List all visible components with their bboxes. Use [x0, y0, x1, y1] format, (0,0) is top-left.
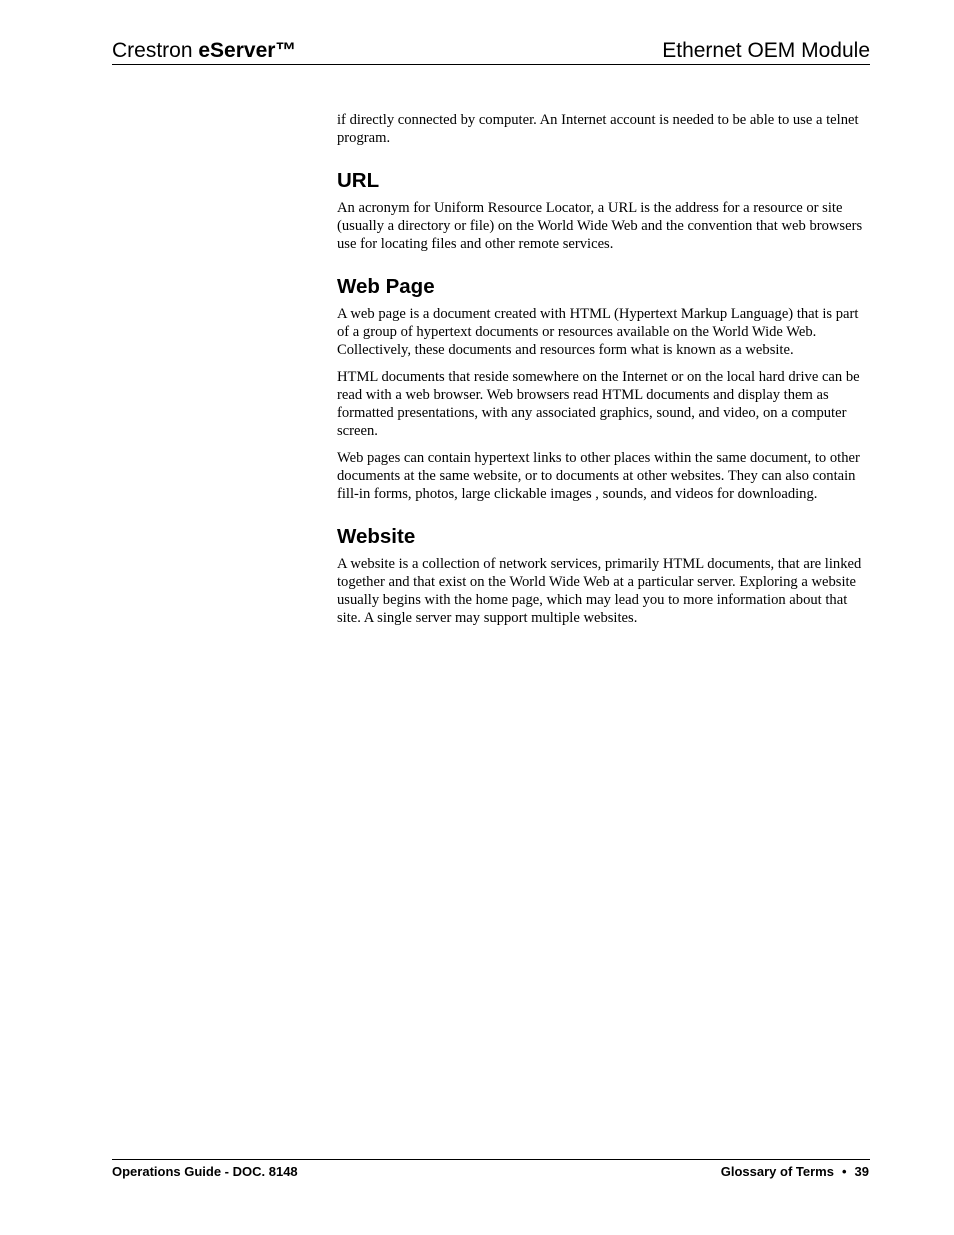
section-heading-url: URL	[337, 169, 380, 192]
section-heading-website: Website	[337, 525, 416, 548]
footer-bullet: •	[841, 1164, 847, 1179]
section-heading-web-page: Web Page	[337, 275, 435, 298]
header-doc-title: Ethernet OEM Module	[662, 39, 870, 62]
header-brand-prefix: Crestron	[112, 39, 199, 62]
section-paragraph-url: An acronym for Uniform Resource Locator, a URL is the address for a resource or site (usually a directory or file) on the World Wide Web and the convention that web browsers use for locating files and other remote services.	[337, 200, 863, 252]
intro-paragraph: if directly connected by computer. An Internet account is needed to be able to use a telnet program.	[337, 112, 859, 146]
section-paragraph-website: A website is a collection of network services, primarily HTML documents, that are linked together and that exist on the World Wide Web at a particular server. Exploring a website usually begins with the home page, which may lead you to more information about that site. A single server may support multiple websites.	[337, 556, 862, 626]
section-paragraph-web-page-3: Web pages can contain hypertext links to other places within the same document, to other documents at the same website, or to documents at other websites. They can also contain fill-in forms, photos, large clickable images , sounds, and videos for downloading.	[337, 450, 860, 502]
header-brand	[112, 38, 296, 64]
header-brand-product: eServer™	[198, 39, 297, 62]
footer-section-name: Glossary of Terms	[720, 1164, 834, 1179]
section-paragraph-web-page-1: A web page is a document created with HTML (Hypertext Markup Language) that is part of a group of hypertext documents or resources available on the World Wide Web. Collectively, these documents and resources form what is known as a website.	[337, 306, 859, 358]
footer-section-page	[721, 1164, 869, 1180]
page-body	[337, 111, 871, 636]
page-footer	[112, 1159, 870, 1179]
section-paragraph-web-page-2: HTML documents that reside somewhere on the Internet or on the local hard drive can be read with a web browser. Web browsers read HTML documents and display them as formatted presentations, with any associated graphics, sound, and video, on a computer screen.	[337, 369, 860, 439]
footer-page-number: 39	[854, 1164, 869, 1179]
page-header	[112, 38, 870, 65]
footer-doc-reference: Operations Guide - DOC. 8148	[112, 1164, 298, 1179]
